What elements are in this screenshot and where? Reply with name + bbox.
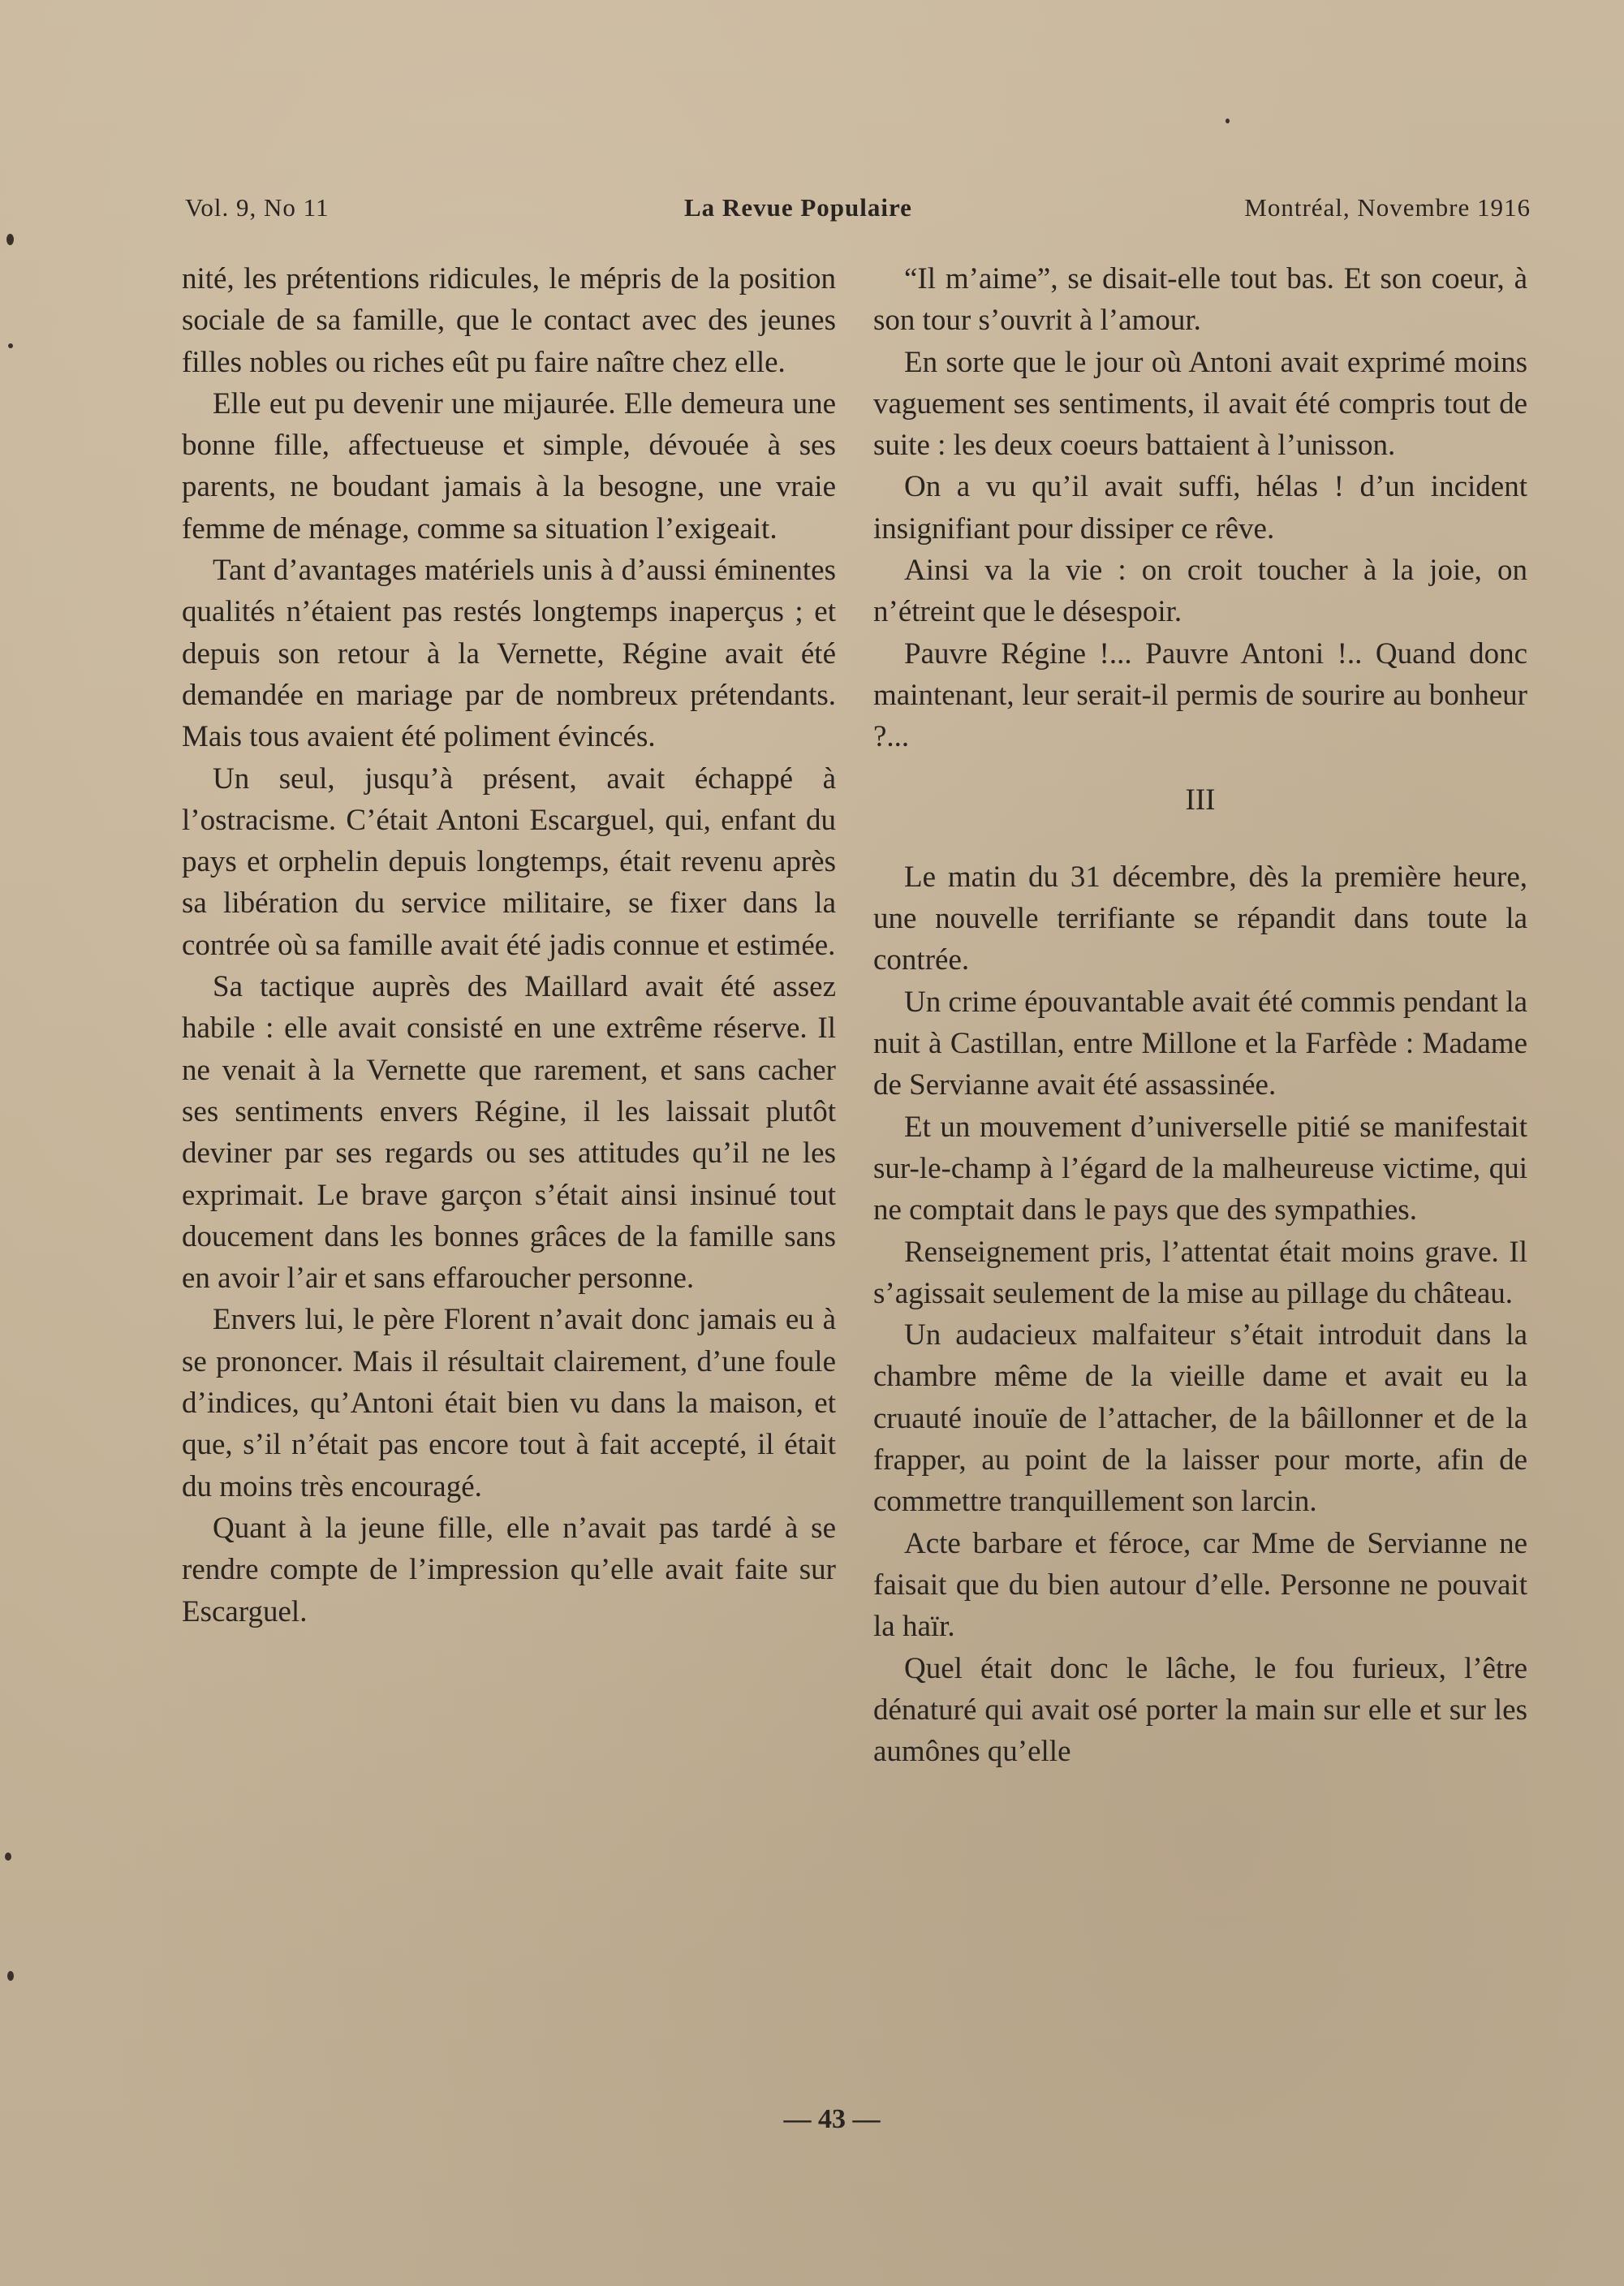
section-heading: III — [1185, 783, 1216, 817]
paragraph: Quel était donc le lâche, le fou furieux, l’être dénaturé qui avait osé porter la main sur elle et sur les aumônes qu’elle — [873, 1651, 1527, 1769]
paragraph: Sa tactique auprès des Maillard avait été assez habile : elle avait consisté en une extrême réserve. Il ne venait à la Vernette que rarement, et sans cacher ses sentiments envers Régine, il les laissait plutôt deviner par ses regards ou ses attitudes qu’il ne les exprimait. Le brave garçon s’était ainsi insinué tout doucement dans les bonnes grâces de la famille sans en avoir l’air et sans effaroucher personne. — [182, 970, 836, 1296]
volume-number: Vol. 9, No 11 — [185, 193, 330, 222]
paragraph: On a vu qu’il avait suffi, hélas ! d’un incident insignifiant pour dissiper ce rêve. — [873, 470, 1527, 546]
right-column — [873, 258, 1527, 1772]
paragraph: Un audacieux malfaiteur s’était introduit dans la chambre même de la vieille dame et avait eu la cruauté inouïe de l’attacher, de la bâillonner et de la frapper, au point de la laisser pour morte, afin de commettre tranquillement son larcin. — [873, 1318, 1527, 1519]
paragraph: Le matin du 31 décembre, dès la première heure, une nouvelle terrifiante se répandit dans toute la contrée. — [873, 860, 1527, 977]
paragraph: Pauvre Régine !... Pauvre Antoni !.. Quand donc maintenant, leur serait-il permis de sourire au bonheur ?... — [873, 636, 1527, 754]
paragraph: “Il m’aime”, se disait-elle tout bas. Et son coeur, à son tour s’ouvrit à l’amour. — [873, 262, 1527, 338]
ink-speck — [6, 234, 14, 245]
paragraph: Un seul, jusqu’à présent, avait échappé à l’ostracisme. C’était Antoni Escarguel, qui, enfant du pays et orphelin depuis longtemps, était revenu après sa libération du service militaire, se fixer dans la contrée où sa famille avait été jadis connue et estimée. — [182, 761, 836, 962]
paragraph: Renseignement pris, l’attentat était moins grave. Il s’agissait seulement de la mise au pillage du château. — [873, 1235, 1527, 1310]
page-header — [185, 193, 1531, 229]
paragraph: Un crime épouvantable avait été commis pendant la nuit à Castillan, entre Millone et la Farfède : Madame de Servianne avait été assassinée. — [873, 985, 1527, 1102]
ink-speck — [1226, 119, 1230, 123]
paragraph: Quant à la jeune fille, elle n’avait pas tardé à se rendre compte de l’impression qu’elle avait faite sur Escarguel. — [182, 1511, 836, 1628]
paragraph: Et un mouvement d’universelle pitié se manifestait sur-le-champ à l’égard de la malheureuse victime, qui ne comptait dans le pays que des sympathies. — [873, 1110, 1527, 1227]
ink-speck — [8, 343, 13, 348]
paragraph: Elle eut pu devenir une mijaurée. Elle demeura une bonne fille, affectueuse et simple, dévouée à ses parents, ne boudant jamais à la besogne, une vraie femme de ménage, comme sa situation l’exigeait. — [182, 386, 836, 546]
paragraph: Acte barbare et féroce, car Mme de Servianne ne faisait que du bien autour d’elle. Personne ne pouvait la haïr. — [873, 1526, 1527, 1644]
left-column — [182, 258, 836, 1633]
paragraph: Tant d’avantages matériels unis à d’aussi éminentes qualités n’étaient pas restés longtemps inaperçus ; et depuis son retour à la Vernette, Régine avait été demandée en mariage par de nombreux prétendants. Mais tous avaient été poliment évincés. — [182, 554, 836, 754]
page-number: — 43 — — [783, 2104, 881, 2134]
publication-title: La Revue Populaire — [684, 193, 912, 222]
ink-speck — [7, 1971, 14, 1981]
ink-speck — [5, 1853, 11, 1861]
paragraph: En sorte que le jour où Antoni avait exprimé moins vaguement ses sentiments, il avait été compris tout de suite : les deux coeurs battaient à l’unisson. — [873, 345, 1527, 463]
paragraph: Ainsi va la vie : on croit toucher à la joie, on n’étreint que le désespoir. — [873, 554, 1527, 629]
place-date: Montréal, Novembre 1916 — [1244, 193, 1531, 222]
paragraph: Envers lui, le père Florent n’avait donc jamais eu à se prononcer. Mais il résultait clairement, d’une foule d’indices, qu’Antoni était bien vu dans la maison, et que, s’il n’était pas encore tout à fait accepté, il était du moins très encouragé. — [182, 1303, 836, 1503]
paragraph: nité, les prétentions ridicules, le mépris de la position sociale de sa famille, que le contact avec des jeunes filles nobles ou riches eût pu faire naître chez elle. — [182, 262, 836, 379]
